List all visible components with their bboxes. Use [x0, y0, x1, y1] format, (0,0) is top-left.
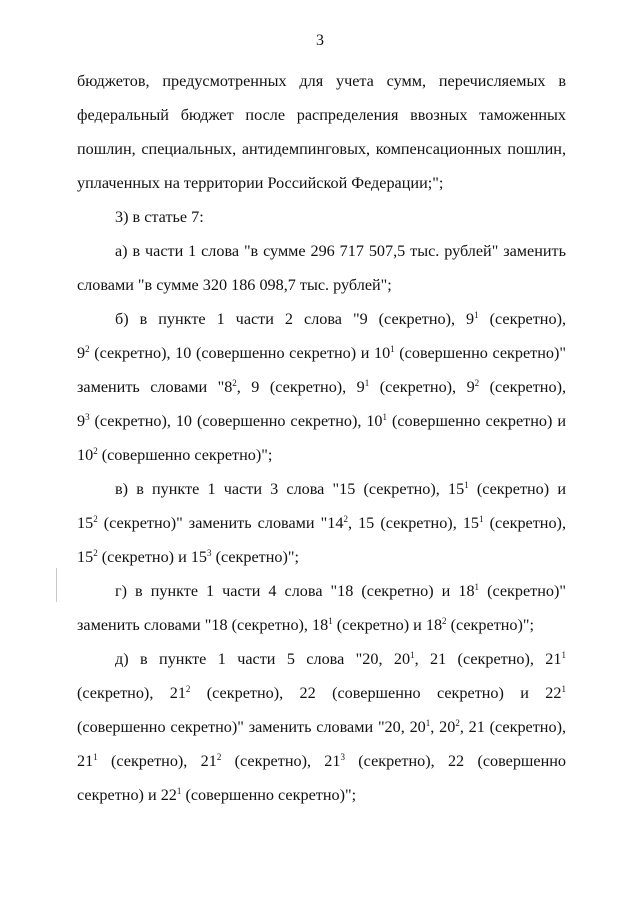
superscript: 1: [561, 684, 566, 694]
text-line: [77, 173, 566, 193]
text-line: [77, 275, 566, 295]
superscript: 2: [93, 514, 98, 524]
superscript: 2: [185, 684, 191, 694]
text-span: 21: [77, 752, 94, 770]
superscript: 2: [85, 344, 90, 354]
text-span: г) в пункте 1 части 4 слова "18 (секретно) и 18: [115, 582, 475, 600]
text-span: 15: [77, 514, 94, 532]
text-span: заменить словами "18 (секретно), 18: [77, 616, 329, 634]
text-line: [77, 547, 566, 567]
text-span: (секретно),: [479, 378, 566, 396]
text-span: , 20: [430, 718, 456, 736]
text-span: (секретно), 22 (совершенно: [345, 752, 567, 770]
text-span: б) в пункте 1 части 2 слова "9 (секретно), 9: [115, 310, 475, 328]
text-line: [115, 241, 566, 261]
text-line: [77, 615, 566, 635]
scan-edge-mark: [56, 568, 57, 602]
superscript: 2: [343, 514, 348, 524]
superscript: 1: [474, 582, 480, 592]
text-span: (секретно), 10 (совершенно секретно), 10: [89, 412, 383, 430]
text-span: , 15 (секретно), 15: [347, 514, 480, 532]
superscript: 1: [93, 752, 98, 762]
text-span: д) в пункте 1 части 5 слова "20, 20: [115, 650, 411, 668]
superscript: 1: [561, 650, 566, 660]
text-line: [77, 751, 566, 771]
superscript: 1: [390, 344, 395, 354]
text-line: [77, 377, 566, 397]
text-span: (секретно), 9: [369, 378, 475, 396]
text-line: [115, 207, 566, 227]
superscript: 1: [364, 378, 370, 388]
text-span: секретно) и 22: [77, 786, 177, 804]
superscript: 2: [474, 378, 480, 388]
text-span: 3) в статье 7:: [115, 208, 204, 226]
text-span: словами "в сумме 320 186 098,7 тыс. рублей";: [77, 276, 392, 294]
text-span: (совершенно секретно)" заменить словами "20, 20: [77, 718, 426, 736]
text-span: 9: [77, 412, 86, 430]
superscript: 2: [442, 616, 447, 626]
text-line: [115, 309, 566, 329]
text-span: , 21 (секретно),: [459, 718, 567, 736]
text-line: [77, 513, 566, 533]
superscript: 3: [207, 548, 212, 558]
text-span: , 9 (секретно), 9: [236, 378, 365, 396]
text-span: пошлин, специальных, антидемпинговых, компенсационных пошлин,: [77, 140, 566, 158]
text-span: (секретно), 22 (совершенно секретно) и 22: [190, 684, 562, 702]
superscript: 3: [340, 752, 345, 762]
text-line: [77, 785, 566, 805]
superscript: 1: [425, 718, 431, 728]
text-span: (секретно),: [478, 310, 567, 328]
text-span: (совершенно секретно)";: [181, 786, 357, 804]
text-line: [77, 343, 566, 363]
text-span: бюджетов, предусмотренных для учета сумм, перечисляемых в: [77, 72, 566, 90]
text-line: [77, 717, 566, 737]
text-line: [77, 105, 566, 125]
text-span: 9: [77, 344, 86, 362]
superscript: 2: [232, 378, 237, 388]
text-span: (совершенно секретно)";: [97, 446, 273, 464]
superscript: 1: [410, 650, 415, 660]
text-span: (секретно)";: [211, 548, 299, 566]
text-line: [115, 649, 566, 669]
page-number: 3: [316, 32, 324, 49]
text-span: (секретно)";: [446, 616, 535, 634]
superscript: 1: [176, 786, 182, 796]
text-span: 15: [77, 548, 94, 566]
text-line: [77, 139, 566, 159]
text-line: [77, 71, 566, 91]
superscript: 1: [328, 616, 333, 626]
text-span: (секретно), 21: [97, 752, 217, 770]
text-span: уплаченных на территории Российской Федерации;";: [77, 174, 444, 192]
text-line: [115, 479, 566, 499]
text-span: (совершенно секретно) и: [387, 412, 566, 430]
superscript: 2: [93, 446, 98, 456]
text-span: (секретно) и 15: [97, 548, 208, 566]
text-span: , 21 (секретно), 21: [414, 650, 562, 668]
text-line: [77, 683, 566, 703]
superscript: 1: [474, 310, 479, 320]
text-span: заменить словами "8: [77, 378, 233, 396]
text-span: (секретно) и: [468, 480, 566, 498]
text-span: в) в пункте 1 части 3 слова "15 (секретно), 15: [115, 480, 465, 498]
text-span: (секретно), 10 (совершенно секретно) и 10: [89, 344, 391, 362]
text-span: (секретно), 21: [221, 752, 341, 770]
superscript: 2: [455, 718, 460, 728]
superscript: 3: [85, 412, 90, 422]
text-span: (секретно),: [483, 514, 566, 532]
text-span: (совершенно секретно)": [394, 344, 566, 362]
superscript: 1: [479, 514, 484, 524]
text-line: [115, 581, 566, 601]
superscript: 1: [464, 480, 469, 490]
superscript: 2: [216, 752, 222, 762]
text-line: [77, 411, 566, 431]
text-span: (секретно)": [479, 582, 566, 600]
text-span: (секретно), 21: [77, 684, 186, 702]
text-span: а) в части 1 слова "в сумме 296 717 507,5 тыс. рублей" заменить: [115, 242, 566, 260]
text-span: (секретно)" заменить словами "14: [97, 514, 344, 532]
text-span: 10: [77, 446, 94, 464]
text-line: [77, 445, 566, 465]
text-span: (секретно) и 18: [332, 616, 443, 634]
text-span: федеральный бюджет после распределения ввозных таможенных: [77, 106, 566, 124]
superscript: 1: [382, 412, 388, 422]
superscript: 2: [93, 548, 98, 558]
